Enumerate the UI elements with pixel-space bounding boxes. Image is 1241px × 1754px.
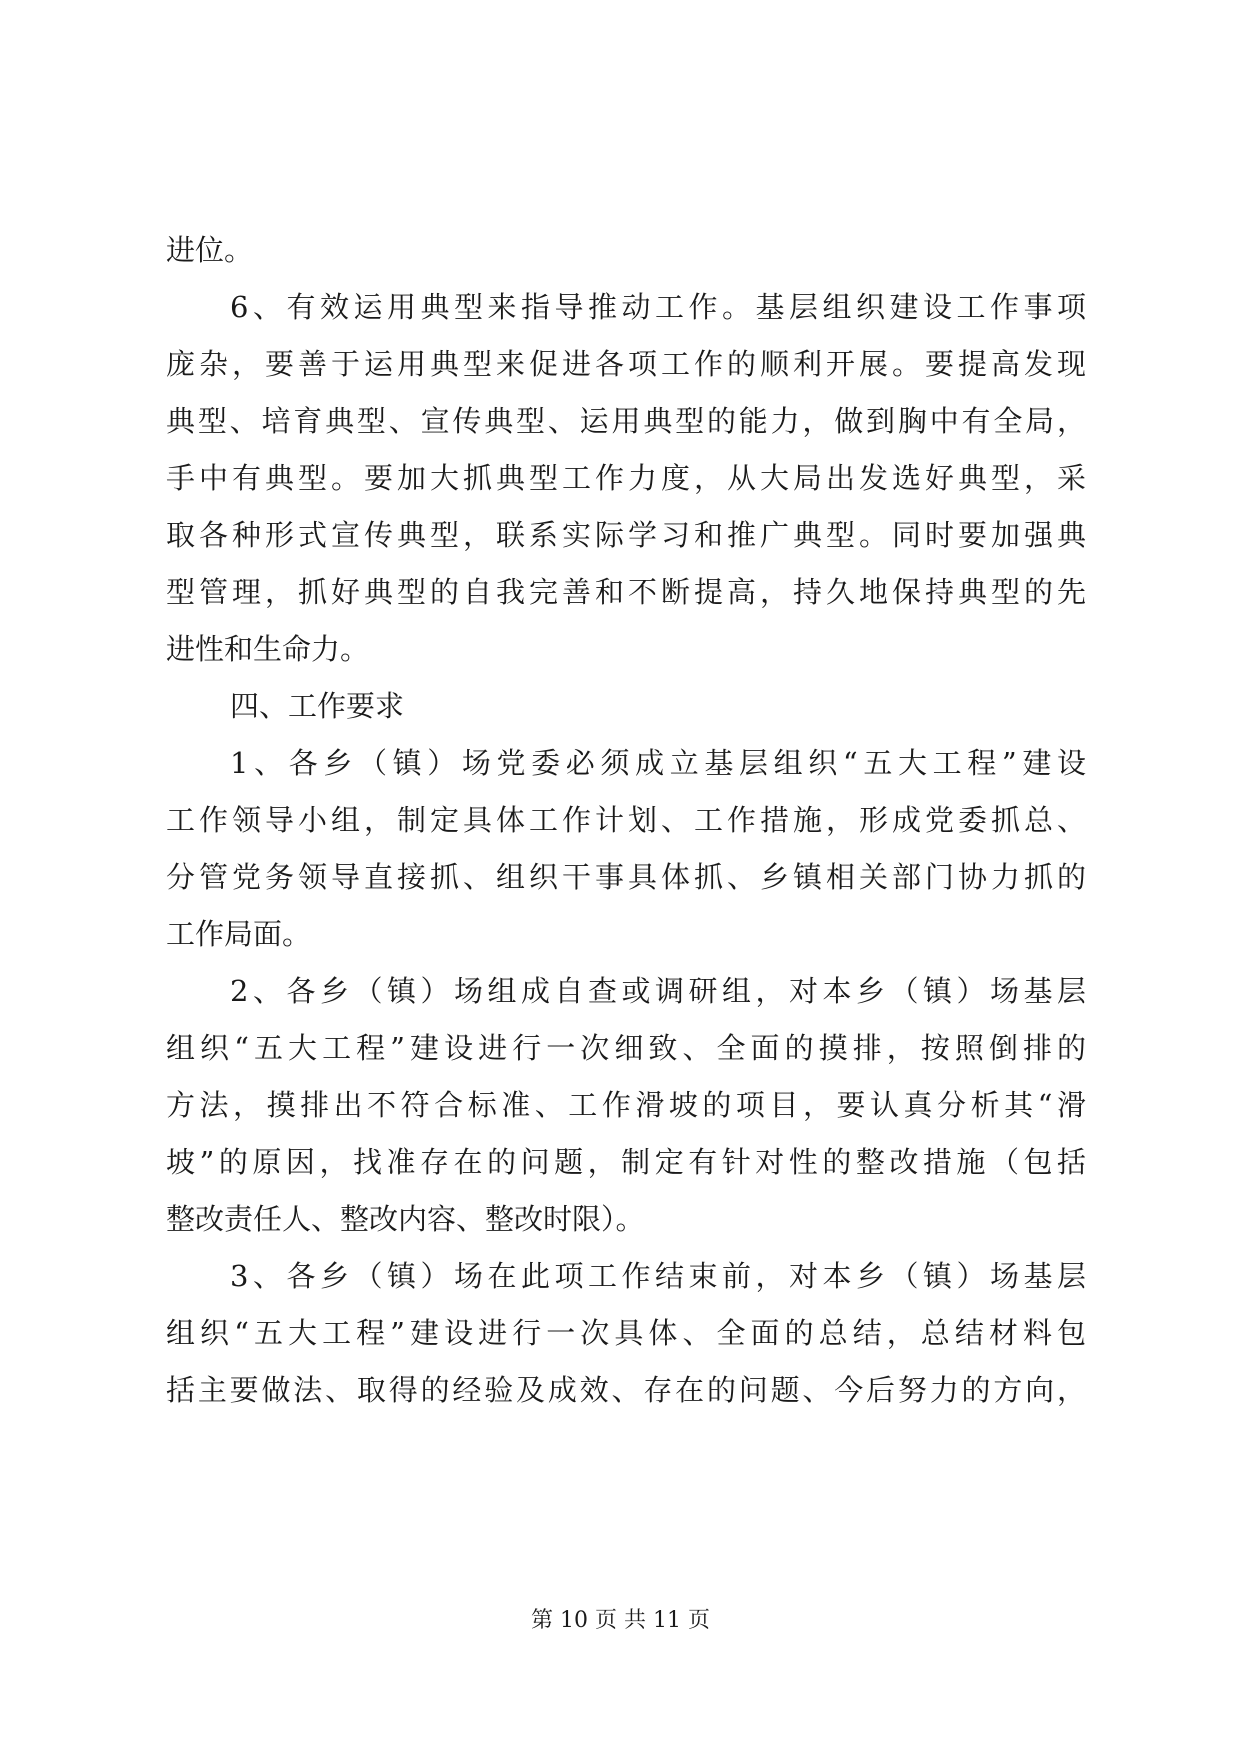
text-line: 进性和生命力。 — [166, 632, 370, 666]
paragraph-6-line: 6、有效运用典型来指导推动工作。基层组织建设工作事项 — [230, 290, 1086, 324]
text-line: 进位。 — [166, 233, 254, 267]
text-line: 坡”的原因，找准存在的问题，制定有针对性的整改措施（包括 — [166, 1145, 1086, 1179]
text-line: 手中有典型。要加大抓典型工作力度，从大局出发选好典型，采 — [166, 461, 1086, 495]
text-line: 分管党务领导直接抓、组织干事具体抓、乡镇相关部门协力抓的 — [166, 860, 1086, 894]
text-line: 整改责任人、整改内容、整改时限）。 — [166, 1202, 645, 1236]
text-line: 组织“五大工程”建设进行一次具体、全面的总结，总结材料包 — [166, 1316, 1086, 1350]
text-line: 型管理，抓好典型的自我完善和不断提高，持久地保持典型的先 — [166, 575, 1086, 609]
text-line: 庞杂，要善于运用典型来促进各项工作的顺利开展。要提高发现 — [166, 347, 1086, 381]
text-line: 方法，摸排出不符合标准、工作滑坡的项目，要认真分析其“滑 — [166, 1088, 1086, 1122]
text-line: 工作局面。 — [166, 917, 312, 951]
paragraph-1-line: 1、各乡（镇）场党委必须成立基层组织“五大工程”建设 — [230, 746, 1086, 780]
page-number-footer: 第 10 页 共 11 页 — [531, 1608, 710, 1633]
text-line: 取各种形式宣传典型，联系实际学习和推广典型。同时要加强典 — [166, 518, 1086, 552]
text-line: 典型、培育典型、宣传典型、运用典型的能力，做到胸中有全局， — [166, 404, 1086, 438]
paragraph-2-line: 2、各乡（镇）场组成自查或调研组，对本乡（镇）场基层 — [230, 974, 1086, 1008]
paragraph-3-line: 3、各乡（镇）场在此项工作结束前，对本乡（镇）场基层 — [230, 1259, 1086, 1293]
text-line: 工作领导小组，制定具体工作计划、工作措施，形成党委抓总、 — [166, 803, 1086, 837]
section-heading: 四、工作要求 — [230, 689, 405, 723]
text-line: 组织“五大工程”建设进行一次细致、全面的摸排，按照倒排的 — [166, 1031, 1086, 1065]
text-line: 括主要做法、取得的经验及成效、存在的问题、今后努力的方向， — [166, 1373, 1086, 1407]
